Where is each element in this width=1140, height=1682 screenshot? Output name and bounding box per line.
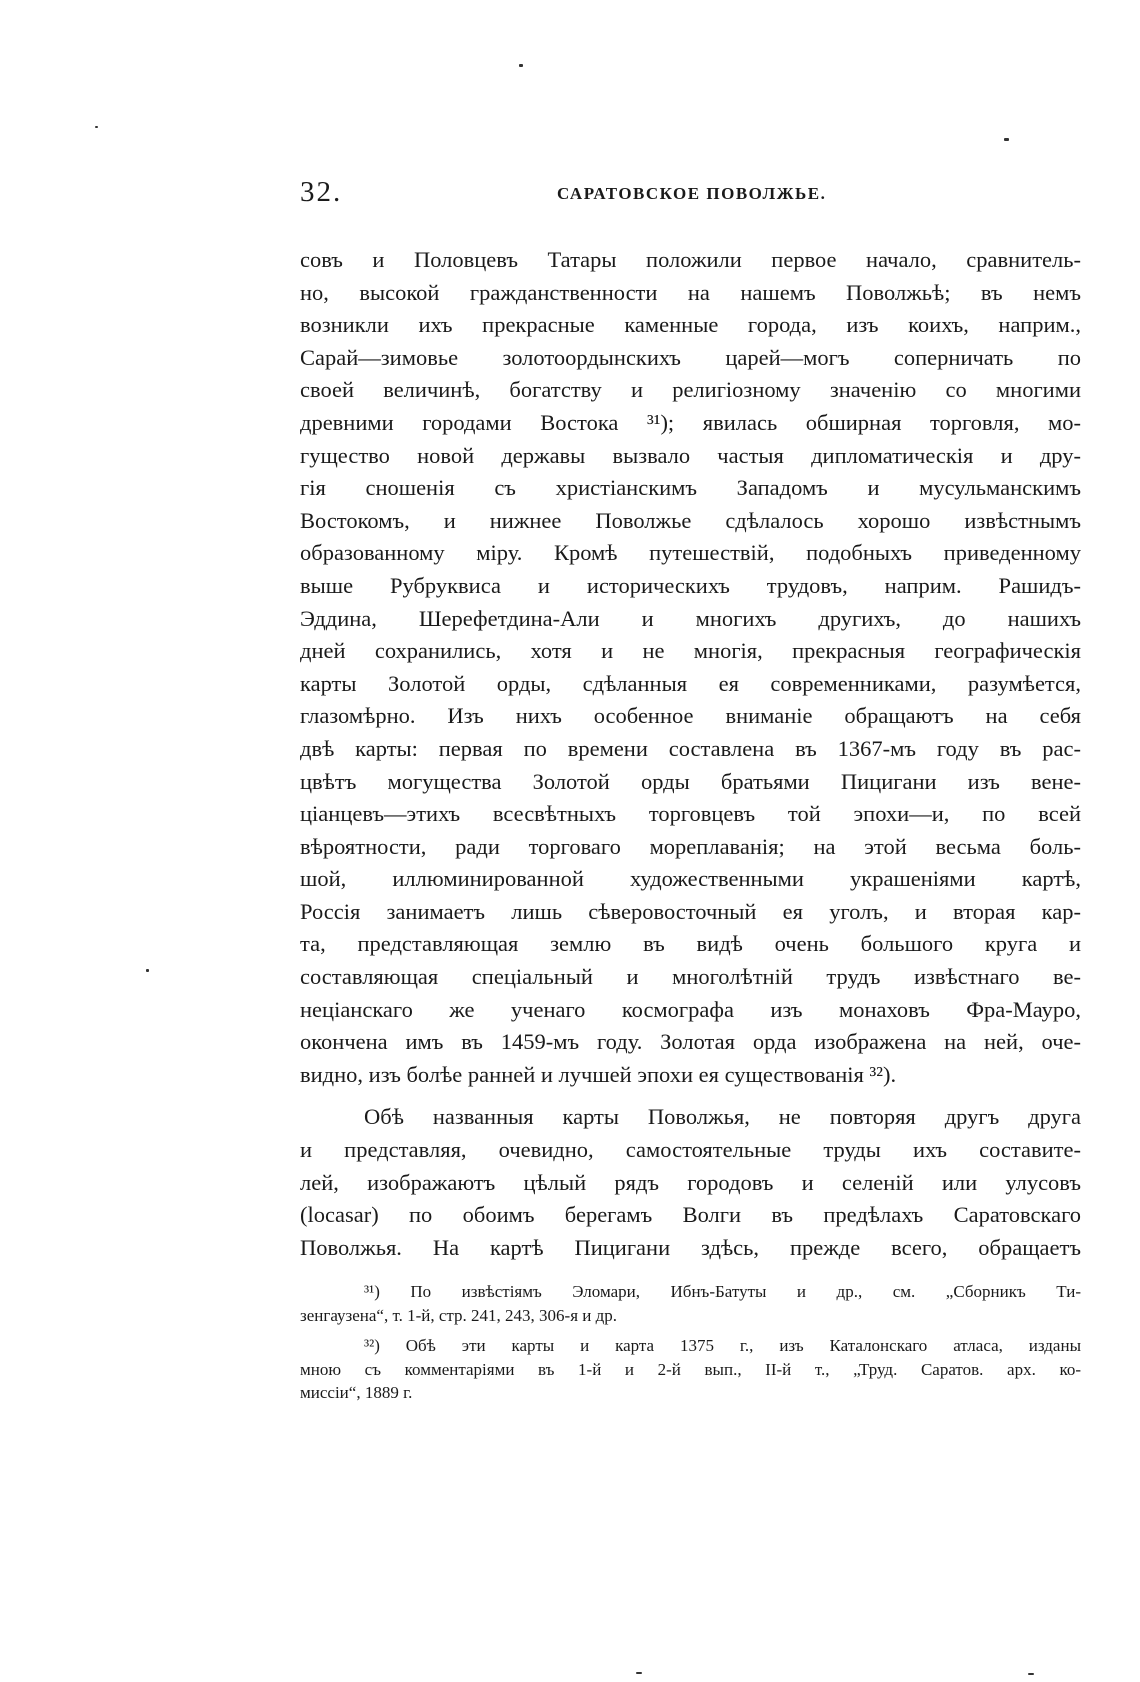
text-line: окончена имъ въ 1459-мъ году. Золотая орда изображена на ней, оче- — [300, 1029, 1081, 1055]
text-line: образованному міру. Кромѣ путешествій, подобныхъ приведенному — [300, 540, 1081, 566]
scan-speck — [95, 126, 98, 128]
text-line: (locasar) по обоимъ берегамъ Волги въ предѣлахъ Саратовскаго — [300, 1202, 1081, 1228]
text-line: Поволжья. На картѣ Пицигани здѣсь, прежде всего, обращаетъ — [300, 1234, 1081, 1260]
text-line: составляющая спеціальный и многолѣтній трудъ извѣстнаго ве- — [300, 964, 1081, 990]
text-line: Обѣ названныя карты Поволжья, не повторяя другъ друга — [364, 1104, 1081, 1130]
scan-speck — [636, 1672, 642, 1674]
running-title: САРАТОВСКОЕ ПОВОЛЖЬЕ. — [557, 184, 827, 203]
text-line: карты Золотой орды, сдѣланныя ея современниками, разумѣется, — [300, 670, 1081, 696]
text-line: двѣ карты: первая по времени составлена въ 1367-мъ году въ рас- — [300, 735, 1081, 761]
text-line: неціанскаго же ученаго космографа изъ монаховъ Фра-Мауро, — [300, 996, 1081, 1022]
text-line: гія сношенія съ христіанскимъ Западомъ и мусульманскимъ — [300, 475, 1081, 501]
text-line: но, высокой гражданственности на нашемъ Поволжьѣ; въ немъ — [300, 279, 1081, 305]
text-line: вѣроятности, ради торговаго мореплаванія; на этой весьма боль- — [300, 833, 1081, 859]
text-line: Эддина, Шерефетдина-Али и многихъ другихъ, до нашихъ — [300, 605, 1081, 631]
footnote-line: миссіи“, 1889 г. — [300, 1383, 413, 1402]
footnote-line: ³²) Обѣ эти карты и карта 1375 г., изъ Каталонскаго атласа, изданы — [364, 1336, 1081, 1355]
text-line: дней сохранились, хотя и не многія, прекрасныя географическія — [300, 638, 1081, 664]
body-text — [300, 244, 1081, 1264]
text-line: своей величинѣ, богатству и религіозному значенію со многими — [300, 377, 1081, 403]
text-line: древними городами Востока ³¹); явилась обширная торговля, мо- — [300, 409, 1081, 435]
footnotes — [300, 1280, 1081, 1405]
text-line: выше Рубруквиса и историческихъ трудовъ, наприм. Рашидъ- — [300, 572, 1081, 598]
text-line: совъ и Половцевъ Татары положили первое начало, сравнитель- — [300, 247, 1081, 272]
page-number: 32. — [300, 176, 343, 208]
text-line: цвѣтъ могущества Золотой орды братьями Пицигани изъ вене- — [300, 768, 1081, 794]
scan-speck — [146, 969, 149, 972]
footnote-line: мною съ комментаріями въ 1-й и 2-й вып., II-й т., „Труд. Саратов. арх. ко- — [300, 1359, 1081, 1379]
text-line: Востокомъ, и нижнее Поволжье сдѣлалось хорошо извѣстнымъ — [300, 507, 1081, 533]
text-line: лей, изображаютъ цѣлый рядъ городовъ и селеній или улусовъ — [300, 1169, 1081, 1195]
text-line: та, представляющая землю въ видѣ очень большого круга и — [300, 931, 1081, 957]
text-line: видно, изъ болѣе ранней и лучшей эпохи ея существованія ³²). — [300, 1061, 897, 1087]
paragraph-2 — [300, 1101, 1081, 1264]
scan-speck — [1004, 138, 1009, 141]
text-line: Сарай—зимовье золотоордынскихъ царей—могъ соперничать по — [300, 344, 1081, 370]
scan-speck — [1028, 1673, 1034, 1675]
footnote-32 — [300, 1334, 1081, 1405]
scan-speck — [519, 64, 523, 67]
text-line: шой, иллюминированной художественными украшеніями картѣ, — [300, 866, 1081, 892]
footnote-31 — [300, 1280, 1081, 1327]
page-header — [300, 176, 1080, 216]
text-line: ціанцевъ—этихъ всесвѣтныхъ торговцевъ той эпохи—и, по всей — [300, 801, 1081, 827]
text-line: возникли ихъ прекрасные каменные города, изъ коихъ, наприм., — [300, 312, 1081, 338]
text-line: Россія занимаетъ лишь сѣверовосточный ея уголъ, и вторая кар- — [300, 898, 1081, 924]
text-line: и представляя, очевидно, самостоятельные труды ихъ составите- — [300, 1137, 1081, 1163]
text-line: гущество новой державы вызвало частыя дипломатическія и дру- — [300, 442, 1081, 468]
footnote-line: ³¹) По извѣстіямъ Эломари, Ибнъ-Батуты и др., см. „Сборникъ Ти- — [364, 1282, 1081, 1301]
footnote-line: зенгаузена“, т. 1-й, стр. 241, 243, 306-я и др. — [300, 1305, 618, 1325]
text-line: глазомѣрно. Изъ нихъ особенное вниманіе обращаютъ на себя — [300, 703, 1081, 729]
paragraph-1 — [300, 244, 1081, 1091]
